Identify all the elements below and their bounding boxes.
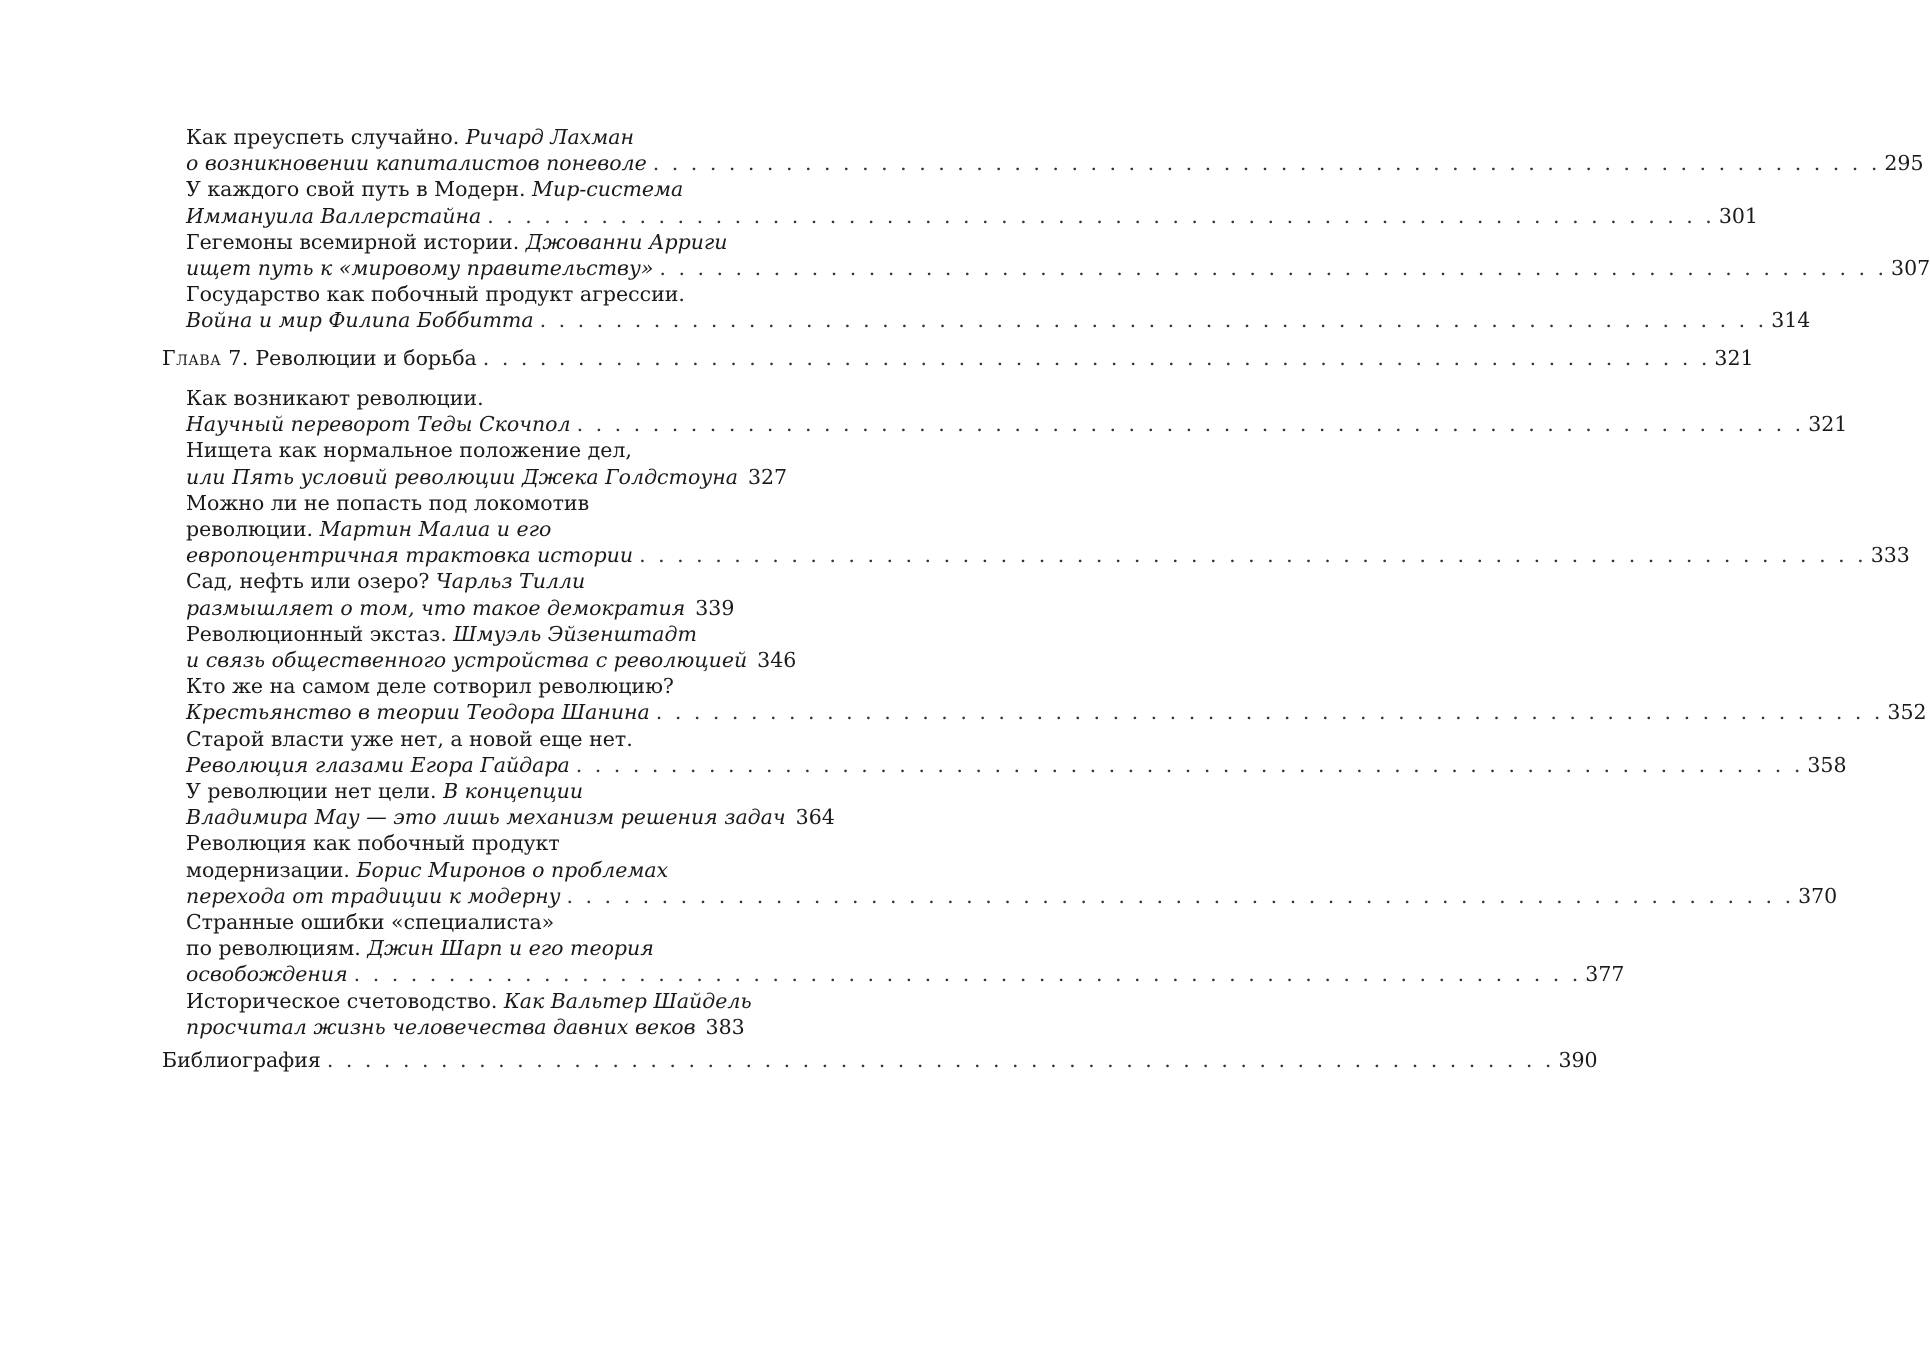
entry-text: [186, 228, 727, 256]
entry-roman-text: У каждого свой путь в Модерн.: [186, 177, 533, 202]
toc-entry-line: [186, 751, 1847, 779]
entry-text: [186, 515, 551, 543]
toc-entry-line: [186, 934, 706, 962]
page-number: 364: [795, 805, 835, 830]
page-number: 321: [1714, 346, 1754, 370]
entry-roman-text: Как преуспеть случайно.: [186, 125, 466, 149]
entry-roman-text: Историческое счетоводство.: [186, 988, 504, 1013]
toc-entry-line: [186, 777, 706, 805]
entry-roman-text: Странные ошибки «специалиста»: [186, 910, 555, 934]
entry-italic-text: Чарльз Тилли: [435, 569, 586, 594]
page-number: 346: [757, 648, 797, 672]
bibliography-entry: [162, 1046, 1598, 1074]
page-number: 352: [1887, 700, 1927, 725]
toc-entry-line: [186, 436, 706, 464]
dot-leader: . . . . . . . . . . . . . . . . . . . . . . . . . . . . . . . . . . . . . . . . . . . . . . . . . . . . . . . . . . . . . . . . .: [353, 962, 1582, 987]
chapter-label: Глава 7.: [162, 346, 249, 370]
entry-italic-text: Ричард Лахман: [465, 125, 634, 149]
toc-entry-line: [186, 698, 1927, 726]
toc-entry-line: [186, 672, 706, 700]
entry-roman-text: революции.: [186, 517, 320, 541]
page-number: 377: [1585, 962, 1625, 987]
entry-text: [186, 934, 654, 962]
entry-roman-text: Революционный экстаз.: [186, 621, 454, 646]
entry-italic-text: Джованни Арриги: [525, 229, 728, 254]
entry-text: [186, 123, 634, 151]
entry-italic-text: Владимира Мау — это лишь механизм решения задач: [186, 805, 786, 830]
entry-italic-text: Джин Шарп и его теория: [367, 936, 654, 961]
dot-leader: . . . . . . . . . . . . . . . . . . . . . . . . . . . . . . . . . . . . . . . . . . . . . . . . . . . . . . . . . . . . . . . . .: [575, 752, 1804, 777]
toc-entry-line: [186, 228, 728, 256]
bibliography-title: Библиография: [162, 1048, 321, 1072]
entry-text: [186, 384, 484, 412]
toc-entry-line: [186, 620, 706, 648]
toc-entry-line: [186, 463, 788, 491]
entry-italic-text: просчитал жизнь человечества давних веков: [186, 1014, 696, 1039]
dot-leader: . . . . . . . . . . . . . . . . . . . . . . . . . . . . . . . . . . . . . . . . . . . . . . . . . . . . . . . . . . . . . . . . .: [487, 203, 1715, 228]
entry-italic-text: о возникновении капиталистов поневоле: [186, 151, 647, 176]
page-number: 295: [1884, 151, 1924, 176]
entry-roman-text: Можно ли не попасть под локомотив: [186, 490, 590, 515]
entry-italic-text: Научный переворот Теды Скочпол: [186, 412, 571, 437]
entry-text: [186, 1013, 696, 1041]
entry-text: [186, 960, 348, 988]
toc-entry-line: [186, 175, 706, 203]
toc-entry-line: [186, 960, 1625, 988]
entry-italic-text: перехода от традиции к модерну: [186, 883, 561, 908]
entry-italic-text: В концепции: [443, 779, 584, 803]
entry-text: [186, 254, 653, 282]
entry-italic-text: Война и мир Филипа Боббитта: [186, 308, 534, 333]
entry-text: [186, 175, 683, 203]
toc-entry-line: [186, 202, 1758, 230]
entry-text: [186, 856, 668, 884]
entry-text: [186, 672, 674, 700]
page-number: 307: [1891, 256, 1930, 280]
entry-italic-text: Революция глазами Егора Гайдара: [186, 752, 570, 777]
entry-italic-text: размышляет о том, что такое демократия: [186, 595, 686, 620]
entry-roman-text: Как возникают революции.: [186, 386, 484, 410]
entry-text: [186, 149, 647, 177]
page-number: 333: [1870, 543, 1910, 568]
entry-italic-text: ищет путь к «мировому правительству»: [186, 256, 654, 280]
entry-roman-text: Нищета как нормальное положение дел,: [186, 438, 632, 463]
dot-leader: . . . . . . . . . . . . . . . . . . . . . . . . . . . . . . . . . . . . . . . . . . . . . . . . . . . . . . . . . . . . . . . . .: [576, 412, 1805, 437]
toc-entry-line: [186, 149, 1924, 177]
entry-roman-text: по революциям.: [186, 936, 368, 961]
toc-entry-line: [186, 410, 1848, 438]
entry-roman-text: модернизации.: [186, 857, 357, 882]
toc-entry-line: [186, 515, 706, 543]
entry-text: [186, 463, 738, 491]
toc-entry-line: [186, 489, 706, 517]
toc-entry-line: [186, 254, 1930, 282]
entry-text: [186, 829, 560, 857]
dot-leader: . . . . . . . . . . . . . . . . . . . . . . . . . . . . . . . . . . . . . . . . . . . . . . . . . . . . . . . . . . . . . . . . .: [639, 543, 1867, 568]
entry-italic-text: Мир-система: [532, 177, 684, 202]
toc-entry-line: [186, 987, 752, 1015]
entry-text: [186, 646, 747, 674]
entry-italic-text: Шмуэль Эйзенштадт: [453, 621, 697, 646]
toc-entry-line: [186, 646, 797, 674]
entry-text: [186, 803, 786, 831]
entry-italic-text: европоцентричная трактовка истории: [186, 543, 634, 568]
entry-roman-text: Гегемоны всемирной истории.: [186, 229, 526, 254]
toc-entry-line: [186, 567, 706, 595]
dot-leader: . . . . . . . . . . . . . . . . . . . . . . . . . . . . . . . . . . . . . . . . . . . . . . . . . . . . . . . . . . . . . . . . .: [652, 151, 1881, 176]
toc-entry-line: [186, 541, 1910, 569]
entry-roman-text: Сад, нефть или озеро?: [186, 569, 436, 594]
chapter-heading: [162, 344, 1754, 372]
entry-italic-text: или Пять условий революции Джека Голдстоуна: [186, 464, 738, 489]
page-number: 339: [695, 595, 735, 620]
entry-text: [186, 567, 585, 595]
entry-text: [186, 541, 633, 569]
dot-leader: . . . . . . . . . . . . . . . . . . . . . . . . . . . . . . . . . . . . . . . . . . . . . . . . . . . . . . . . . . . . . . . . .: [655, 700, 1884, 725]
toc-entry-line: [186, 856, 706, 884]
entry-text: [186, 987, 752, 1015]
toc-entry-line: [186, 123, 706, 151]
entry-italic-text: и связь общественного устройства с революцией: [186, 648, 748, 672]
entry-text: [186, 489, 589, 517]
entry-italic-text: Крестьянство в теории Теодора Шанина: [186, 700, 650, 725]
toc-entry-line: [186, 594, 735, 622]
entry-text: [186, 436, 632, 464]
entry-italic-text: освобождения: [186, 962, 348, 987]
page-number: 383: [705, 1014, 745, 1039]
entry-roman-text: Кто же на самом деле сотворил революцию?: [186, 674, 674, 699]
page-number: 358: [1807, 752, 1847, 777]
entry-italic-text: Мартин Малиа и его: [319, 517, 552, 541]
page-number: 301: [1718, 203, 1758, 228]
page-number: 314: [1771, 308, 1811, 333]
toc-entry-line: [186, 280, 706, 308]
toc-entry-line: [186, 803, 835, 831]
page-number: 321: [1808, 412, 1848, 437]
entry-italic-text: Как Вальтер Шайдель: [503, 988, 752, 1013]
entry-roman-text: Государство как побочный продукт агрессии.: [186, 282, 685, 307]
toc-entry-line: [186, 829, 706, 857]
entry-text: [186, 882, 560, 910]
entry-italic-text: Иммануила Валлерстайна: [186, 203, 482, 228]
page-number: 370: [1798, 883, 1838, 908]
entry-text: [186, 306, 534, 334]
chapter-title: Революции и борьба: [255, 346, 477, 370]
dot-leader: . . . . . . . . . . . . . . . . . . . . . . . . . . . . . . . . . . . . . . . . . . . . . . . . . . . . . . . . . . . . . . . . .: [659, 256, 1888, 280]
entry-text: [186, 410, 571, 438]
dot-leader: . . . . . . . . . . . . . . . . . . . . . . . . . . . . . . . . . . . . . . . . . . . . . . . . . . . . . . . . . . . . . . . . .: [539, 308, 1768, 333]
page-number: 327: [747, 464, 788, 489]
entry-text: [186, 594, 685, 622]
toc-entry-line: [186, 384, 706, 412]
entry-text: [186, 280, 685, 308]
entry-text: [186, 620, 697, 648]
toc-entry-line: [186, 306, 1811, 334]
toc-entry-line: [186, 1013, 745, 1041]
entry-text: [186, 908, 554, 936]
entry-text: [186, 777, 583, 805]
toc-entry-line: [186, 725, 706, 753]
entry-text: [186, 725, 633, 753]
dot-leader: . . . . . . . . . . . . . . . . . . . . . . . . . . . . . . . . . . . . . . . . . . . . . . . . . . . . . . . . . . . . . . . . .: [566, 883, 1795, 908]
dot-leader: . . . . . . . . . . . . . . . . . . . . . . . . . . . . . . . . . . . . . . . . . . . . . . . . . . . . . . . . . . . . . . . . .: [482, 346, 1711, 370]
entry-text: [186, 202, 481, 230]
dot-leader: . . . . . . . . . . . . . . . . . . . . . . . . . . . . . . . . . . . . . . . . . . . . . . . . . . . . . . . . . . . . . . . . .: [326, 1048, 1555, 1072]
entry-roman-text: Старой власти уже нет, а новой еще нет.: [186, 726, 633, 751]
toc-entry-line: [186, 908, 706, 936]
entry-italic-text: Борис Миронов о проблемах: [356, 857, 669, 882]
entry-roman-text: Революция как побочный продукт: [186, 831, 560, 856]
toc-entry-line: [186, 882, 1838, 910]
entry-text: [186, 698, 650, 726]
entry-text: [186, 751, 570, 779]
entry-roman-text: У революции нет цели.: [186, 779, 444, 803]
page-number: 390: [1558, 1048, 1598, 1072]
